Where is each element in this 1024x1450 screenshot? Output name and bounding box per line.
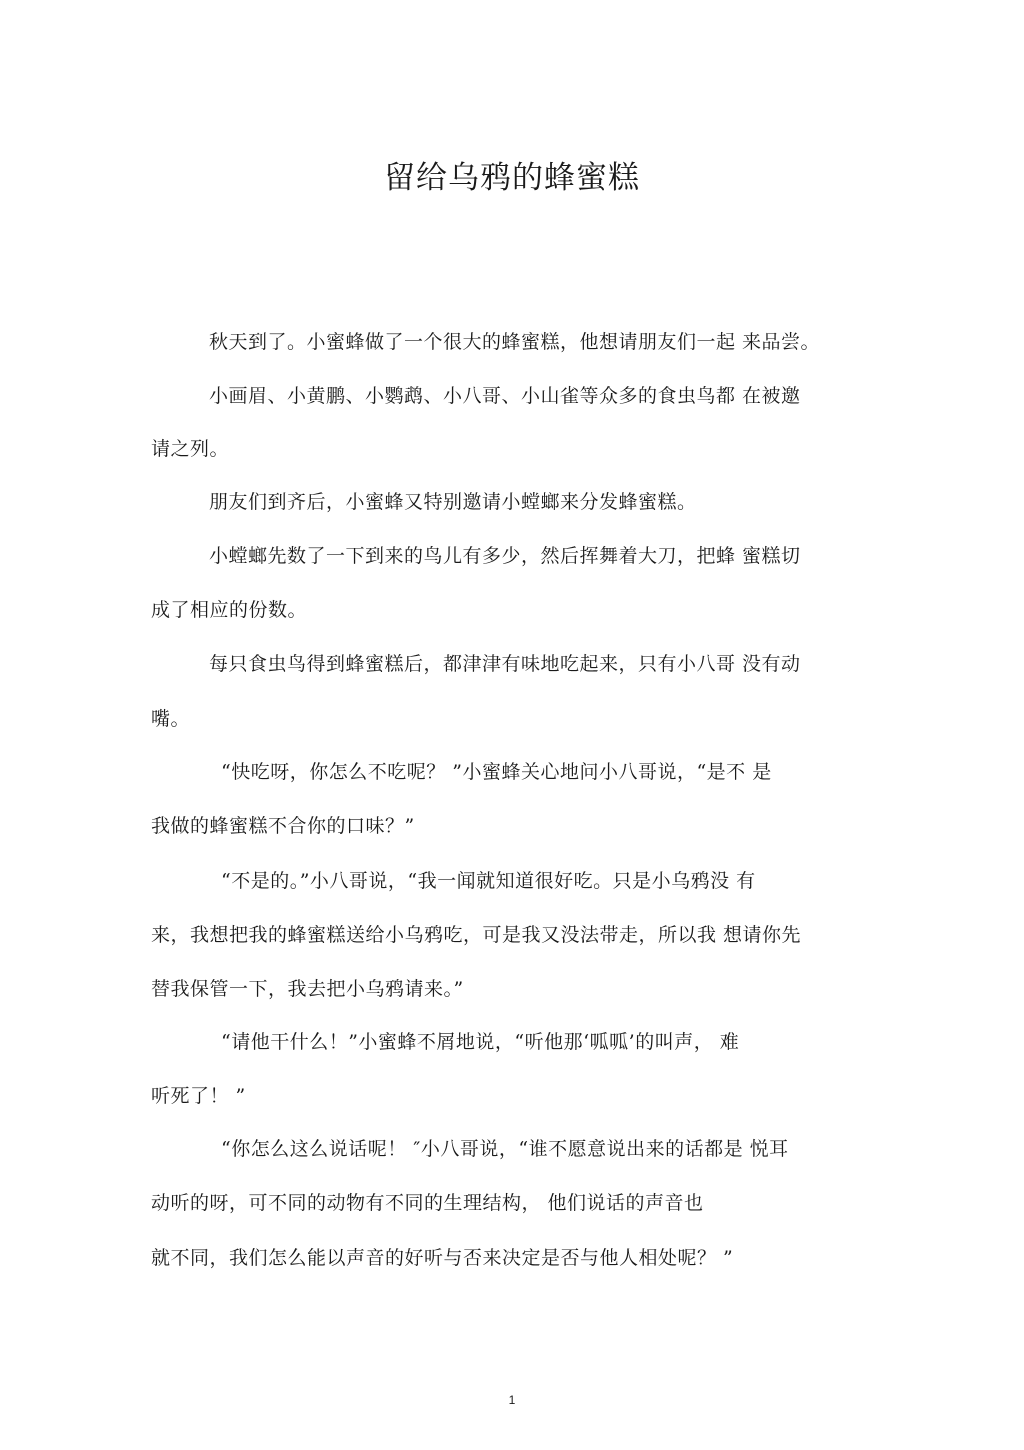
document-title: 留给乌鸦的蜂蜜糕 [384,160,640,196]
paragraph-line: 秋天到了。小蜜蜂做了一个很大的蜂蜜糕，他想请朋友们一起 来品尝。 [209,331,821,353]
paragraph-line: 成了相应的份数。 [151,599,308,621]
paragraph-line: 小画眉、小黄鹏、小鹦鹉、小八哥、小山雀等众多的食虫鸟都 在被邀 [209,385,801,407]
paragraph-line: “快吃呀，你怎么不吃呢？ ”小蜜蜂关心地问小八哥说，“是不 是 [221,761,772,783]
paragraph-line: 每只食虫鸟得到蜂蜜糕后，都津津有味地吃起来，只有小八哥 没有动 [209,653,801,675]
paragraph-line: 替我保管一下，我去把小乌鸦请来。” [151,978,464,1000]
paragraph-line: “不是的。”小八哥说，“我一闻就知道很好吃。只是小乌鸦没 有 [221,870,756,892]
paragraph-line: 听死了！ ” [151,1085,246,1107]
paragraph-line: 嘴。 [151,708,191,730]
paragraph-line: 朋友们到齐后，小蜜蜂又特别邀请小螳螂来分发蜂蜜糕。 [209,491,697,513]
paragraph-line: 请之列。 [151,438,230,460]
page-number: 1 [508,1393,516,1407]
paragraph-line: 来，我想把我的蜂蜜糕送给小乌鸦吃，可是我又没法带走，所以我 想请你先 [151,924,802,946]
paragraph-line: 就不同，我们怎么能以声音的好听与否来决定是否与他人相处呢？ ” [151,1247,734,1269]
paragraph-line: “请他干什么！”小蜜蜂不屑地说，“听他那‘呱呱’的叫声， 难 [221,1031,740,1053]
paragraph-line: 我做的蜂蜜糕不合你的口味？” [151,815,415,837]
paragraph-line: 动听的呀，可不同的动物有不同的生理结构， 他们说话的声音也 [151,1192,704,1214]
paragraph-line: “你怎么这么说话呢！ ″小八哥说，“谁不愿意说出来的话都是 悦耳 [221,1138,789,1160]
paragraph-line: 小螳螂先数了一下到来的鸟儿有多少，然后挥舞着大刀，把蜂 蜜糕切 [209,545,801,567]
